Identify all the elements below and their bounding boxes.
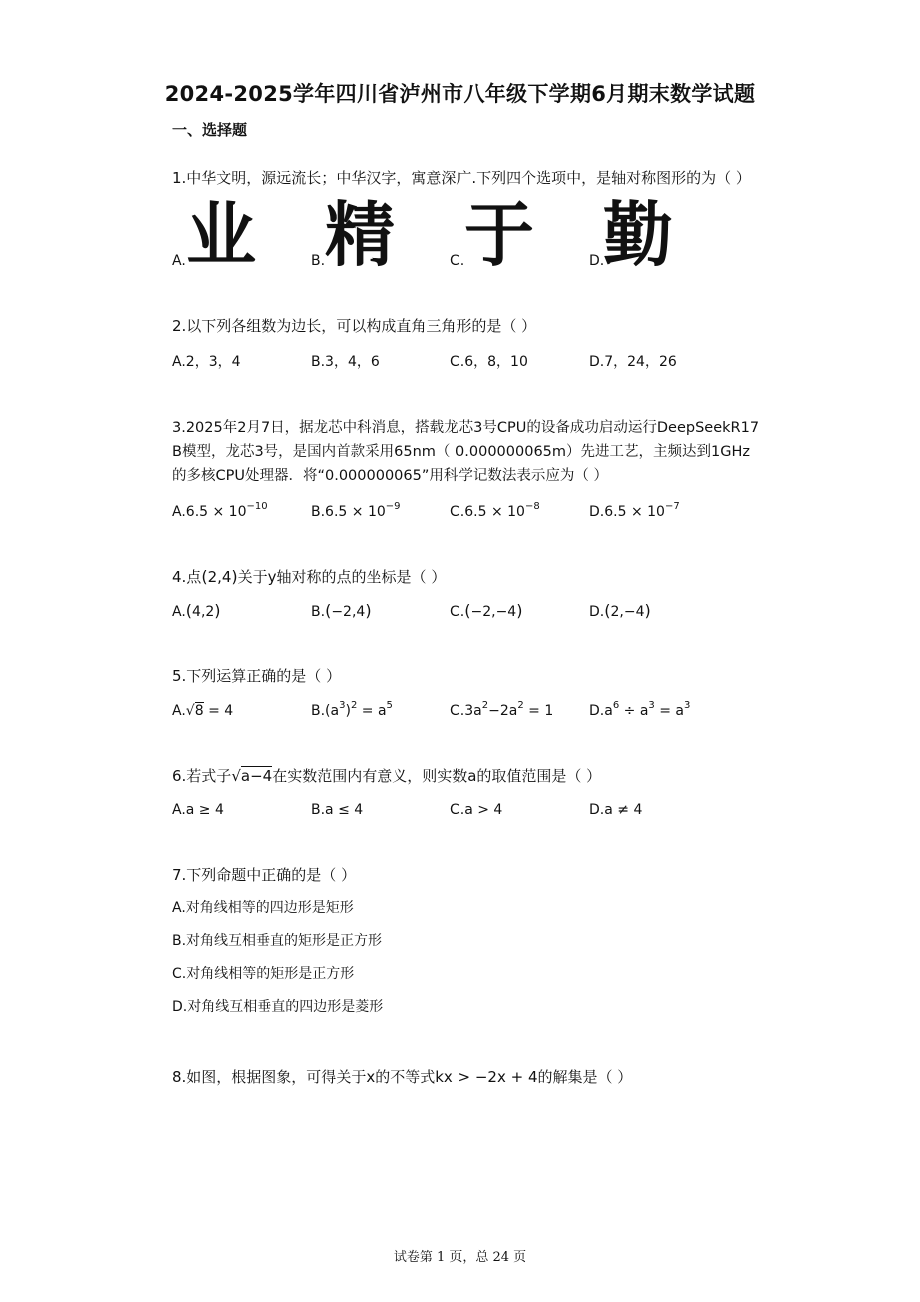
q5-c-exp2: 2 [517,700,524,711]
q6-option-c: C.a > 4 [450,802,503,818]
q1-option-b-char: 精 [325,194,395,276]
q5-b-eq: = a [357,703,387,719]
q5-d-exp1: 6 [612,700,620,711]
q3-option-d [589,500,680,524]
question-3-line-3: 的多核CPU处理器．将“0.000000065”用科学记数法表示应为（ ） [172,468,608,484]
q3-option-c [450,500,540,524]
question-3-line-1: 3.2025年2月7日，据龙芯中科消息，搭载龙芯3号CPU的设备成功启动运行DeepSeekR17 [172,420,760,436]
question-3-line-2: B模型，龙芯3号，是国内首款采用65nm（ 0.000000065m）先进工艺，主频达到1GHz [172,444,751,460]
q6-post: 在实数范围内有意义，则实数a的取值范围是（ ） [272,767,602,785]
question-7-options [172,892,383,1024]
q5-b-exp1: 3 [339,700,346,711]
section-heading: 一、选择题 [172,121,248,139]
q4-option-a: A.(4,2) [172,601,221,620]
q5-c-label: C.3a [450,703,482,719]
q5-b-mid: ) [345,703,351,719]
q4-option-a-value: 4,2 [192,604,215,620]
question-2-stem: 2.以下列各组数为边长，可以构成直角三角形的是（ ） [172,317,537,335]
q4-option-c-label: C. [450,604,465,620]
q3-option-b-base: B.6.5 × 10 [311,504,386,520]
q5-c-exp1: 2 [481,700,489,711]
q3-option-c-base: C.6.5 × 10 [450,504,525,520]
page-footer: 试卷第 1 页，总 24 页 [393,1250,527,1265]
q6-option-d: D.a ≠ 4 [589,802,643,818]
q1-option-c-label: C. [450,253,465,269]
q5-c-mid: −2a [488,703,518,719]
q3-option-a-base: A.6.5 × 10 [172,504,247,520]
q1-option-c-char: 于 [464,194,534,276]
q1-option-d-label: D. [589,253,605,269]
q5-b-label: B.(a [311,703,340,719]
q4-option-c: C.(−2,−4) [450,601,523,620]
q6-pre: 6.若式子 [172,767,232,785]
q3-option-c-exp: −8 [524,501,540,512]
q4-point: 2,4 [207,568,232,586]
q5-b-exp2: 2 [350,700,358,711]
question-6-stem: 6.若式子√a−4在实数范围内有意义，则实数a的取值范围是（ ） [172,767,602,785]
q5-option-b [311,699,393,723]
q5-d-exp2: 3 [648,700,655,711]
question-8-stem: 8.如图，根据图象，可得关于x的不等式kx > −2x + 4的解集是（ ） [172,1068,633,1086]
q5-option-a-radicand: 8 [194,703,204,719]
q5-d-label: D.a [589,703,613,719]
q5-d-eq: = a [654,703,684,719]
q5-option-c [450,699,553,723]
q6-option-b: B.a ≤ 4 [311,802,364,818]
q7-option-b: B.对角线互相垂直的矩形是正方形 [172,933,383,949]
q4-option-a-label: A. [172,604,186,620]
q5-option-d [589,699,690,723]
q4-option-c-value: −2,−4 [470,604,517,620]
q3-option-b [311,500,401,524]
q6-option-a: A.a ≥ 4 [172,802,224,818]
q5-option-a-label: A. [172,703,186,719]
q4-option-b-value: −2,4 [331,604,366,620]
q1-option-a-char: 业 [186,194,256,276]
q5-c-rest: = 1 [523,703,554,719]
q4-pre: 4.点 [172,568,202,586]
q3-option-a-exp: −10 [246,501,268,512]
question-1-stem: 1.中华文明，源远流长；中华汉字，寓意深广.下列四个选项中，是轴对称图形的为（ ） [172,169,751,187]
q7-option-d: D.对角线互相垂直的四边形是菱形 [172,999,384,1015]
q4-option-d: D.(2,−4) [589,601,651,620]
question-4-stem: 4.点(2,4)关于y轴对称的点的坐标是（ ） [172,567,447,586]
q4-option-d-label: D. [589,604,605,620]
q5-b-exp3: 5 [386,700,393,711]
q1-option-d-char: 勤 [603,194,673,276]
q3-option-d-base: D.6.5 × 10 [589,504,665,520]
page-title: 2024-2025学年四川省泸州市八年级下学期6月期末数学试题 [164,82,756,106]
question-5-stem: 5.下列运算正确的是（ ） [172,667,342,685]
q1-option-a-label: A. [172,253,186,269]
q3-option-d-exp: −7 [664,501,680,512]
q2-option-d: D.7，24，26 [589,354,677,370]
q2-option-c: C.6，8，10 [450,354,528,370]
q4-post: 关于y轴对称的点的坐标是（ ） [237,568,447,586]
q5-option-a: A.√8 = 4 [172,703,234,719]
q7-option-a: A.对角线相等的四边形是矩形 [172,900,354,916]
q5-d-exp3: 3 [684,700,691,711]
question-7-stem: 7.下列命题中正确的是（ ） [172,866,357,884]
q5-d-mid: ÷ a [619,703,649,719]
q4-option-b: B.(−2,4) [311,601,372,620]
q3-option-b-exp: −9 [385,501,401,512]
q2-option-a: A.2，3，4 [172,354,241,370]
q7-option-c: C.对角线相等的矩形是正方形 [172,966,355,982]
q4-option-b-label: B. [311,604,326,620]
q5-option-a-rest: = 4 [203,703,234,719]
q4-option-d-value: 2,−4 [610,604,645,620]
q1-option-b-label: B. [311,253,326,269]
q2-option-b: B.3，4，6 [311,354,380,370]
q6-radicand: a−4 [240,767,273,785]
q3-option-a [172,500,268,524]
